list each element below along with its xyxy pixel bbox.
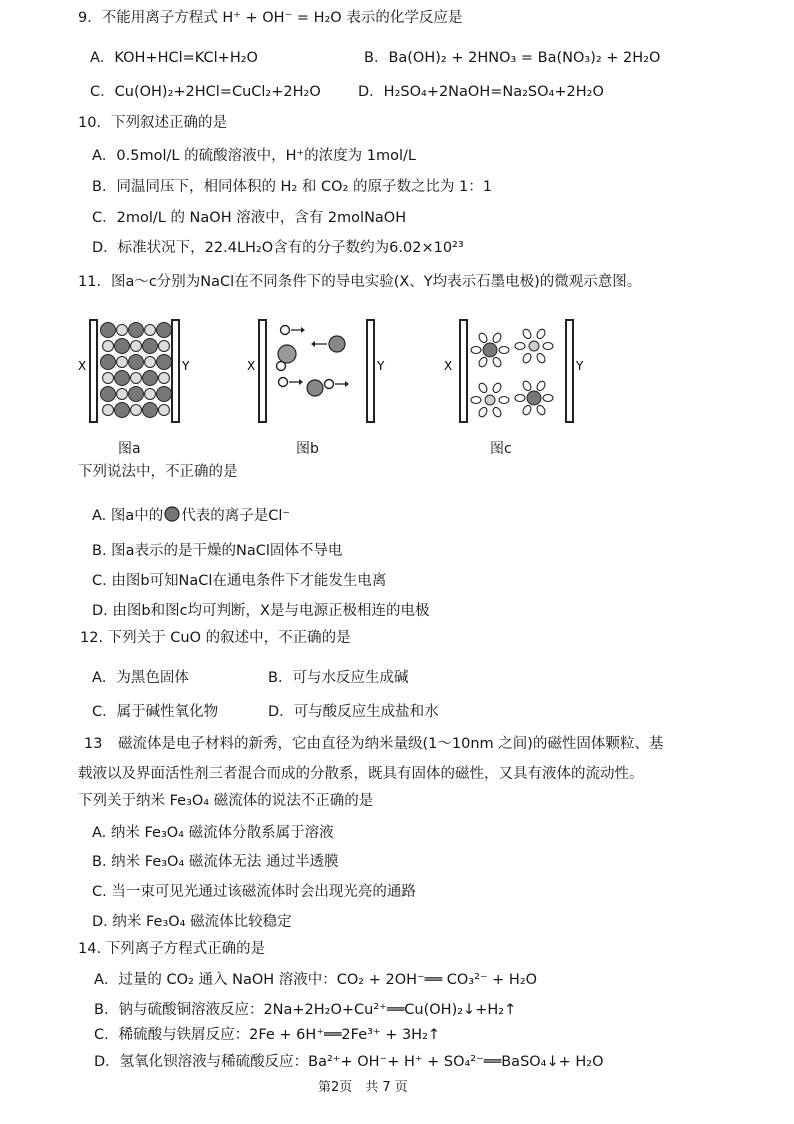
hydrated-ion-core: [485, 395, 495, 405]
q13-line3: 下列关于纳米 Fe₃O₄ 磁流体的说法不正确的是: [78, 793, 374, 809]
water-molecule: [543, 395, 553, 402]
water-molecule: [491, 382, 502, 394]
water-molecule: [471, 397, 481, 404]
water-molecule: [535, 352, 546, 364]
chloride-ion: [157, 387, 172, 402]
chloride-ion: [115, 371, 130, 386]
water-molecule: [491, 332, 502, 344]
water-molecule: [521, 404, 532, 416]
chloride-ion: [115, 339, 130, 354]
sodium-ion: [117, 325, 128, 336]
sodium-ion: [131, 373, 142, 384]
chloride-ion: [157, 355, 172, 370]
chloride-ion: [101, 355, 116, 370]
q10-option-d: D．标准状况下，22.4LH₂O含有的分子数约为6.02×10²³: [92, 240, 464, 256]
electrode-x-c: [460, 320, 467, 422]
water-molecule: [477, 356, 488, 368]
water-molecule: [491, 406, 502, 418]
electrode-y-a: [172, 320, 179, 422]
q11-option-a-suffix: 代表的离子是Cl⁻: [181, 508, 291, 524]
electrode-y-b: [367, 320, 374, 422]
hydrated-ion-core: [529, 341, 539, 351]
chloride-ion: [143, 403, 158, 418]
water-molecule: [477, 332, 488, 344]
water-molecule: [521, 380, 532, 392]
electrode-x-a: [90, 320, 97, 422]
q9-stem: 9．不能用离子方程式 H⁺ + OH⁻ = H₂O 表示的化学反应是: [78, 10, 463, 26]
q11-option-a-prefix: A. 图a中的: [92, 508, 164, 524]
label-y-c: Y: [576, 359, 584, 373]
sodium-ion: [103, 341, 114, 352]
label-y-b: Y: [377, 359, 385, 373]
q12-option-a: A．为黑色固体: [92, 670, 189, 686]
q11-option-c: C. 由图b可知NaCl在通电条件下才能发生电离: [92, 573, 387, 589]
sodium-ion: [159, 405, 170, 416]
chloride-ion: [129, 387, 144, 402]
chloride-ion: [143, 371, 158, 386]
chloride-ion: [157, 323, 172, 338]
hydrated-ion-core: [527, 391, 541, 405]
q11-option-a: [92, 506, 290, 526]
q12-option-d: D．可与酸反应生成盐和水: [268, 704, 439, 720]
free-ions: [277, 326, 350, 397]
q12-option-b: B．可与水反应生成碱: [268, 670, 409, 686]
q13-line2: 载液以及界面活性剂三者混合而成的分散系，既具有固体的磁性，又具有液体的流动性。: [78, 766, 644, 782]
sodium-ion: [103, 373, 114, 384]
water-molecule: [515, 343, 525, 350]
sodium-ion: [131, 405, 142, 416]
figure-b: [245, 318, 395, 426]
sodium-ion: [117, 389, 128, 400]
electrode-y-c: [566, 320, 573, 422]
figure-b-caption: 图b: [296, 441, 319, 457]
q12-stem: 12. 下列关于 CuO 的叙述中，不正确的是: [80, 630, 351, 646]
q9-option-d: D．H₂SO₄+2NaOH=Na₂SO₄+2H₂O: [358, 84, 604, 100]
sodium-ion: [145, 357, 156, 368]
figure-c-caption: 图c: [490, 441, 512, 457]
sodium-ion: [159, 341, 170, 352]
q13-number: 13: [84, 736, 103, 752]
water-molecule: [515, 395, 525, 402]
sodium-ion: [131, 341, 142, 352]
q11-question: 下列说法中，不正确的是: [78, 464, 238, 480]
ion-symbol-icon: [163, 506, 181, 522]
sodium-ion: [117, 357, 128, 368]
q14-option-d: D．氢氧化钡溶液与稀硫酸反应：Ba²⁺+ OH⁻+ H⁺ + SO₄²⁻══BaSO₄↓+ H₂O: [94, 1054, 604, 1070]
figure-a: [78, 318, 198, 426]
hydrated-ions: [471, 328, 553, 418]
q10-option-b: B．同温同压下，相同体积的 H₂ 和 CO₂ 的原子数之比为 1：1: [92, 179, 493, 195]
water-molecule: [535, 328, 546, 340]
q11-option-b: B. 图a表示的是干燥的NaCl固体不导电: [92, 543, 343, 559]
q13-option-d: D. 纳米 Fe₃O₄ 磁流体比较稳定: [92, 914, 292, 930]
water-molecule: [543, 343, 553, 350]
water-molecule: [499, 397, 509, 404]
sodium-ion: [145, 325, 156, 336]
q14-option-a: A．过量的 CO₂ 通入 NaOH 溶液中：CO₂ + 2OH⁻══ CO₃²⁻ + H₂O: [94, 972, 538, 988]
water-molecule: [521, 328, 532, 340]
label-x-b: X: [247, 359, 256, 373]
q9-option-b: B．Ba(OH)₂ + 2HNO₃ = Ba(NO₃)₂ + 2H₂O: [364, 50, 661, 66]
q10-stem: 10．下列叙述正确的是: [78, 115, 227, 131]
water-molecule: [535, 380, 546, 392]
water-molecule: [477, 382, 488, 394]
q13-option-c: C. 当一束可见光通过该磁流体时会出现光亮的通路: [92, 884, 416, 900]
nacl-lattice: [101, 323, 172, 418]
sodium-ion: [159, 373, 170, 384]
chloride-ion: [101, 387, 116, 402]
water-molecule: [499, 347, 509, 354]
figure-a-caption: 图a: [118, 441, 141, 457]
q11-stem: 11．图a～c分别为NaCl在不同条件下的导电实验(X、Y均表示石墨电极)的微观示意图。: [78, 274, 642, 290]
water-molecule: [535, 404, 546, 416]
chloride-ion: [115, 403, 130, 418]
water-molecule: [471, 347, 481, 354]
q13-option-a: A. 纳米 Fe₃O₄ 磁流体分散系属于溶液: [92, 825, 334, 841]
chloride-ion: [143, 339, 158, 354]
label-x-a: X: [78, 359, 87, 373]
sodium-ion: [145, 389, 156, 400]
electrode-x-b: [259, 320, 266, 422]
page-footer: 第2页 共 7 页: [318, 1080, 408, 1095]
q14-stem: 14. 下列离子方程式正确的是: [78, 941, 266, 957]
label-x-c: X: [444, 359, 453, 373]
q10-option-a: A．0.5mol/L 的硫酸溶液中，H⁺的浓度为 1mol/L: [92, 148, 416, 164]
water-molecule: [491, 356, 502, 368]
q14-option-c: C．稀硫酸与铁屑反应：2Fe + 6H⁺══2Fe³⁺ + 3H₂↑: [94, 1027, 441, 1043]
q13-line1: 磁流体是电子材料的新秀，它由直径为纳米量级(1～10nm 之间)的磁性固体颗粒、基: [118, 736, 664, 752]
q9-option-a: A．KOH+HCl=KCl+H₂O: [90, 50, 258, 66]
water-molecule: [477, 406, 488, 418]
label-y-a: Y: [182, 359, 190, 373]
q10-option-c: C．2mol/L 的 NaOH 溶液中，含有 2molNaOH: [92, 210, 407, 226]
hydrated-ion-core: [483, 343, 497, 357]
q9-option-c: C．Cu(OH)₂+2HCl=CuCl₂+2H₂O: [90, 84, 321, 100]
water-molecule: [521, 352, 532, 364]
chloride-ion: [129, 323, 144, 338]
chloride-ion: [129, 355, 144, 370]
q11-option-d: D. 由图b和图c均可判断，X是与电源正极相连的电极: [92, 603, 430, 619]
chloride-ion: [101, 323, 116, 338]
sodium-ion: [103, 405, 114, 416]
q12-option-c: C．属于碱性氧化物: [92, 704, 219, 720]
q14-option-b: B．钠与硫酸铜溶液反应：2Na+2H₂O+Cu²⁺══Cu(OH)₂↓+H₂↑: [94, 1002, 517, 1018]
figure-c: [438, 318, 588, 426]
q13-option-b: B. 纳米 Fe₃O₄ 磁流体无法 通过半透膜: [92, 854, 339, 870]
